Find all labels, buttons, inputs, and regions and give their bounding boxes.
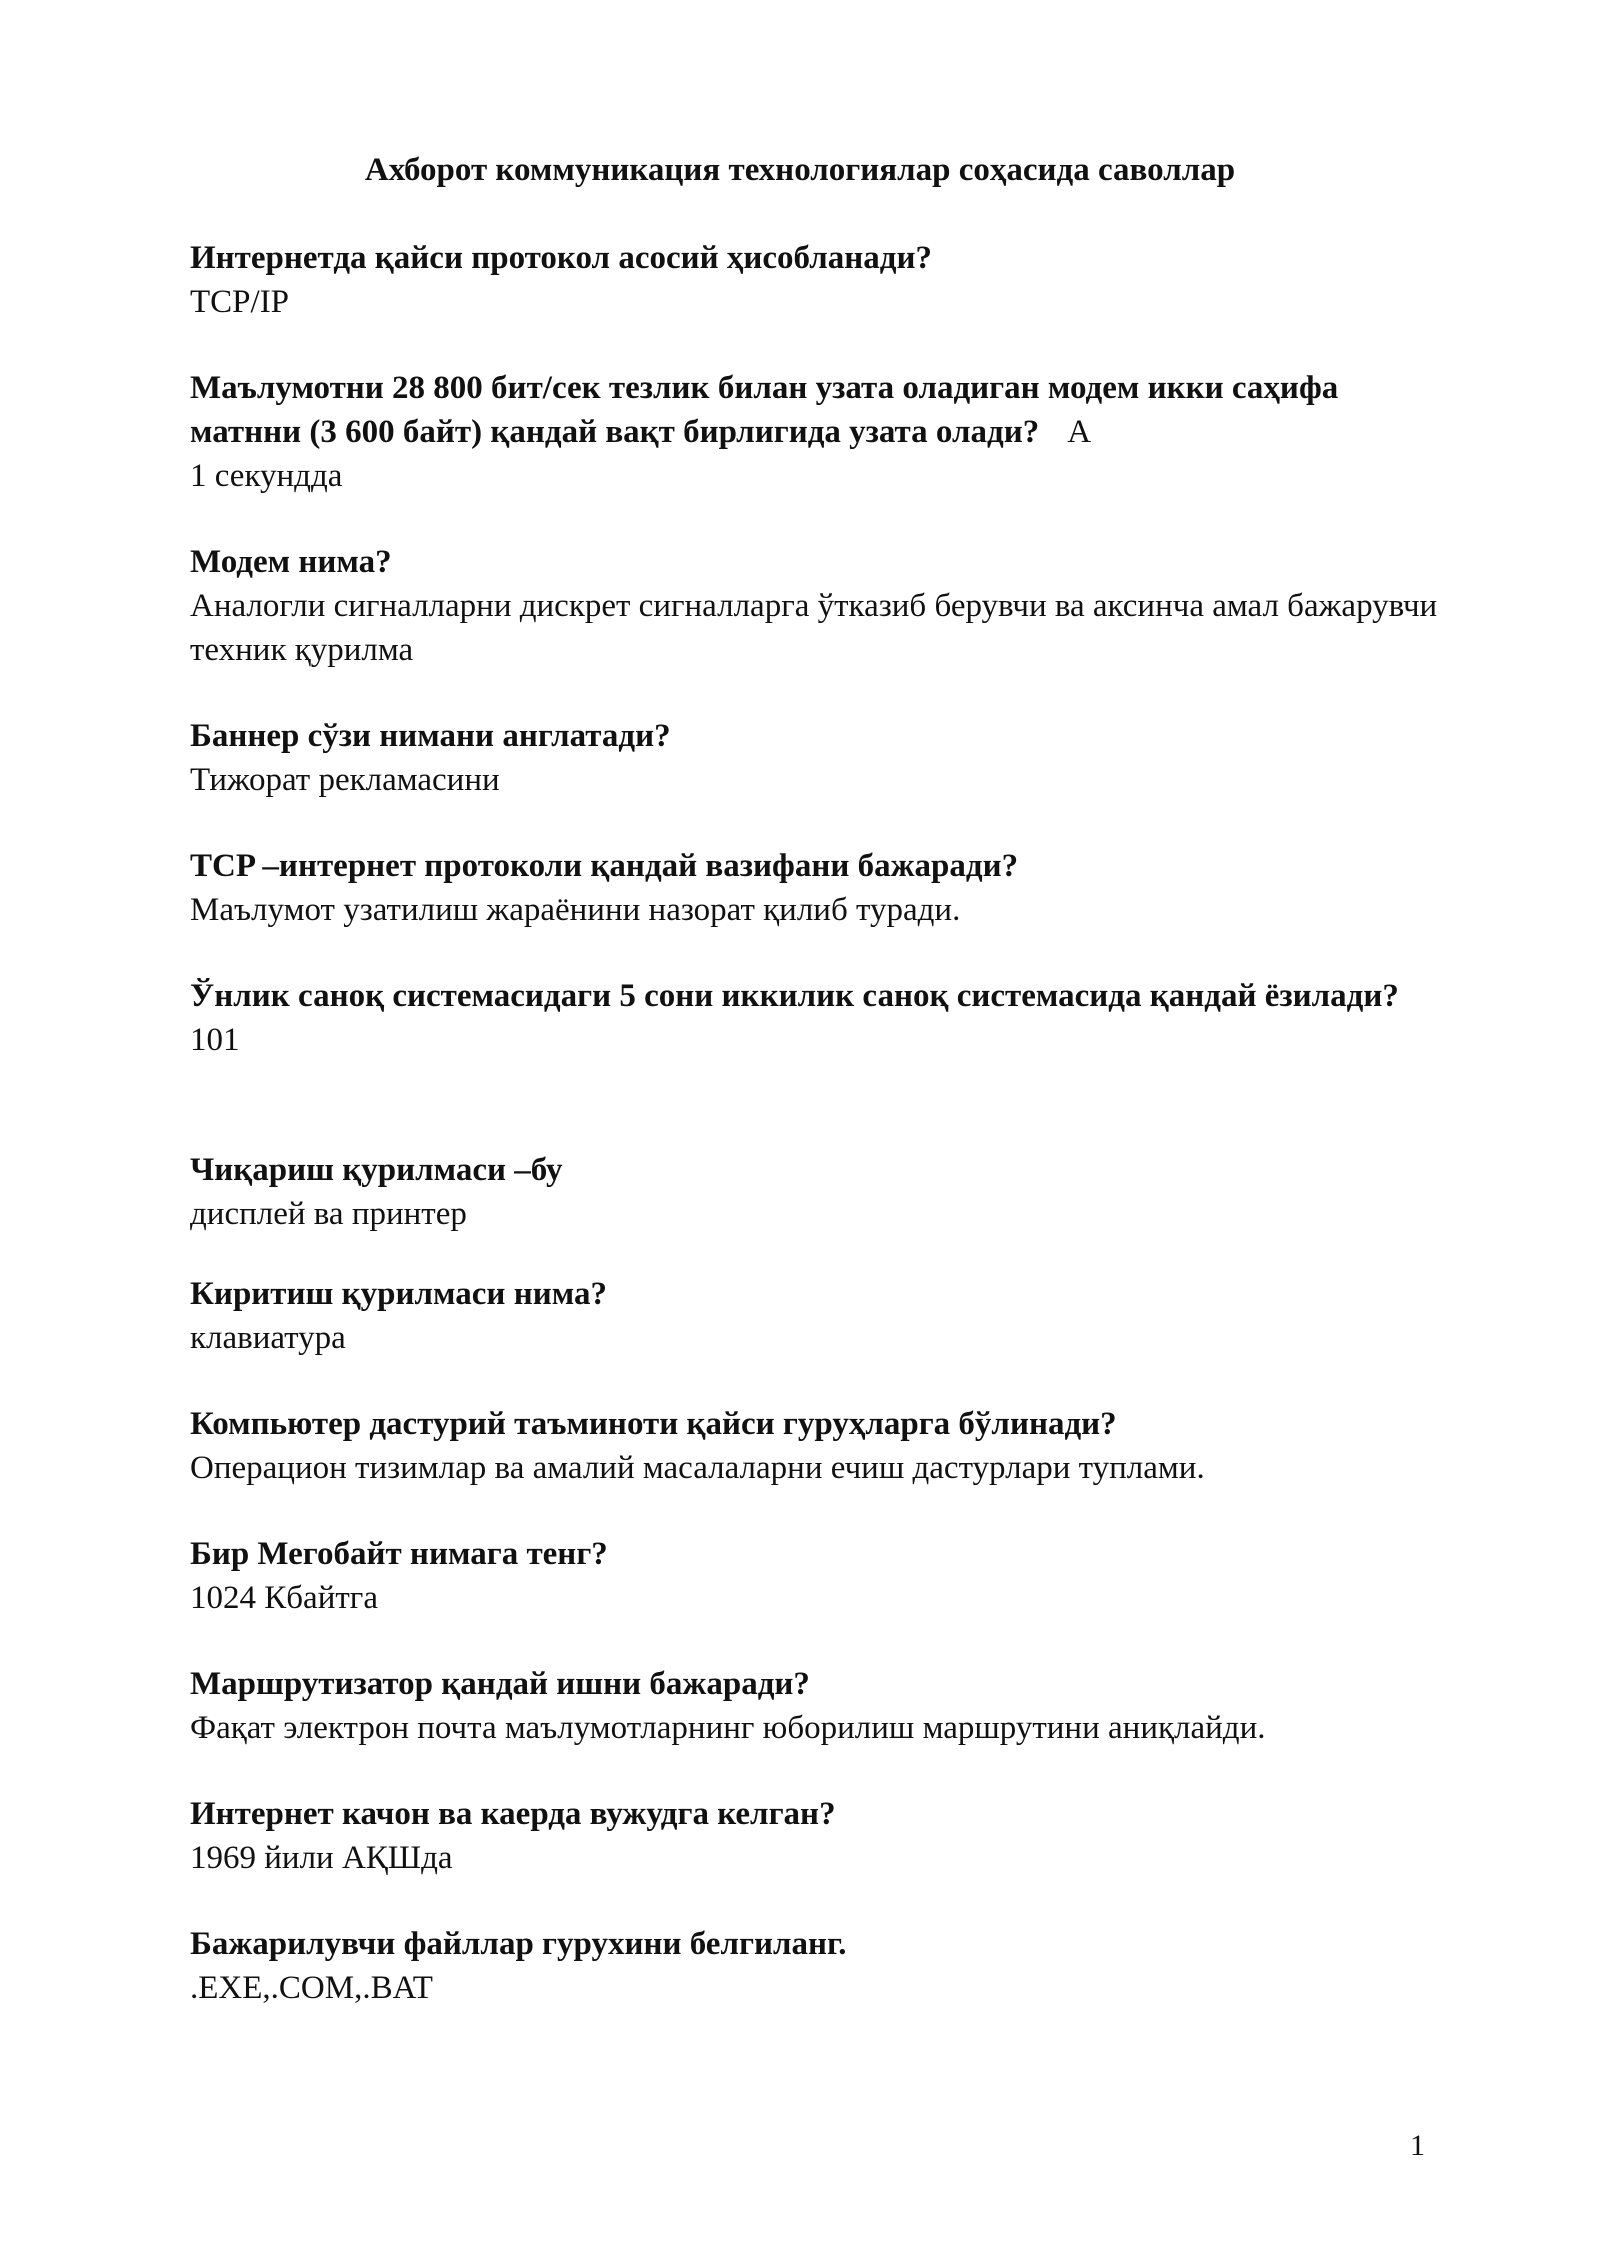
answer-text: клавиатура [190,1320,346,1356]
answer-text: Тижорат рекламасини [190,762,500,798]
question-text: Баннер сўзи нимани англатади? [190,718,671,754]
question-text: Чиқариш қурилмаси –бу [190,1152,563,1188]
answer-text: 1024 Кбайтга [190,1580,378,1616]
answer-text: Маълумот узатилиш жараёнини назорат қилиб туради. [190,892,961,928]
question-text: Модем нима? [190,544,392,580]
question-text: Бажарилувчи файллар гурухини белгиланг. [190,1926,847,1962]
qa-item [190,1532,1440,1620]
answer-text: 101 [190,1022,240,1058]
document-title: Ахборот коммуникация технологиялар соҳасида саволлар [364,152,1236,188]
question-text: Интернет качон ва каерда вужудга келган? [190,1796,836,1832]
qa-item [190,714,1440,802]
answer-text: 1969 йили АҚШда [190,1840,453,1876]
qa-item [190,1402,1440,1490]
qa-item [190,1272,1440,1360]
question-text: Интернетда қайси протокол асосий ҳисобланади? [190,240,932,276]
question-text: Ўнлик саноқ системасидаги 5 сони иккилик саноқ системасида қандай ёзилади? [190,978,1399,1014]
question-text: Киритиш қурилмаси нима? [190,1276,607,1312]
qa-item [190,844,1440,932]
answer-text: TCP/IP [190,284,290,320]
qa-item [190,1662,1440,1750]
qa-item [190,366,1440,498]
question-text: Маршрутизатор қандай ишни бажаради? [190,1666,810,1702]
qa-item [190,1922,1440,2010]
answer-text: дисплей ва принтер [190,1196,467,1232]
question-text: Компьютер дастурий таъминоти қайси гуруҳларга бўлинади? [190,1406,1117,1442]
answer-text: Операцион тизимлар ва амалий масалаларни ечиш дастурлари туплами. [190,1450,1205,1486]
question-text: TCP –интернет протоколи қандай вазифани бажаради? [190,848,1019,884]
page-number: 1 [1410,2129,1425,2162]
answer-text: 1 секундда [190,458,343,494]
qa-item [190,540,1440,672]
question-text [190,366,1440,454]
question-body: Маълумотни 28 800 бит/сек тезлик билан узата оладиган модем икки саҳифа матнни (3 600 байт) қандай вақт бирлигида узата олади? [190,370,1339,450]
answer-text: .EXE,.COM,.BAT [190,1970,433,2006]
answer-text: Фақат электрон почта маълумотларнинг юборилиш маршрутини аниқлайди. [190,1710,1266,1746]
qa-item [190,236,1440,324]
qa-item [190,974,1440,1062]
answer-text: Аналогли сигналларни дискрет сигналларга ўтказиб берувчи ва аксинча амал бажарувчи техник қурилма [190,588,1438,668]
question-answer-letter: A [1067,414,1092,450]
question-text: Бир Мегобайт нимага тенг? [190,1536,608,1572]
qa-item [190,1792,1440,1880]
qa-item [190,1148,1440,1236]
